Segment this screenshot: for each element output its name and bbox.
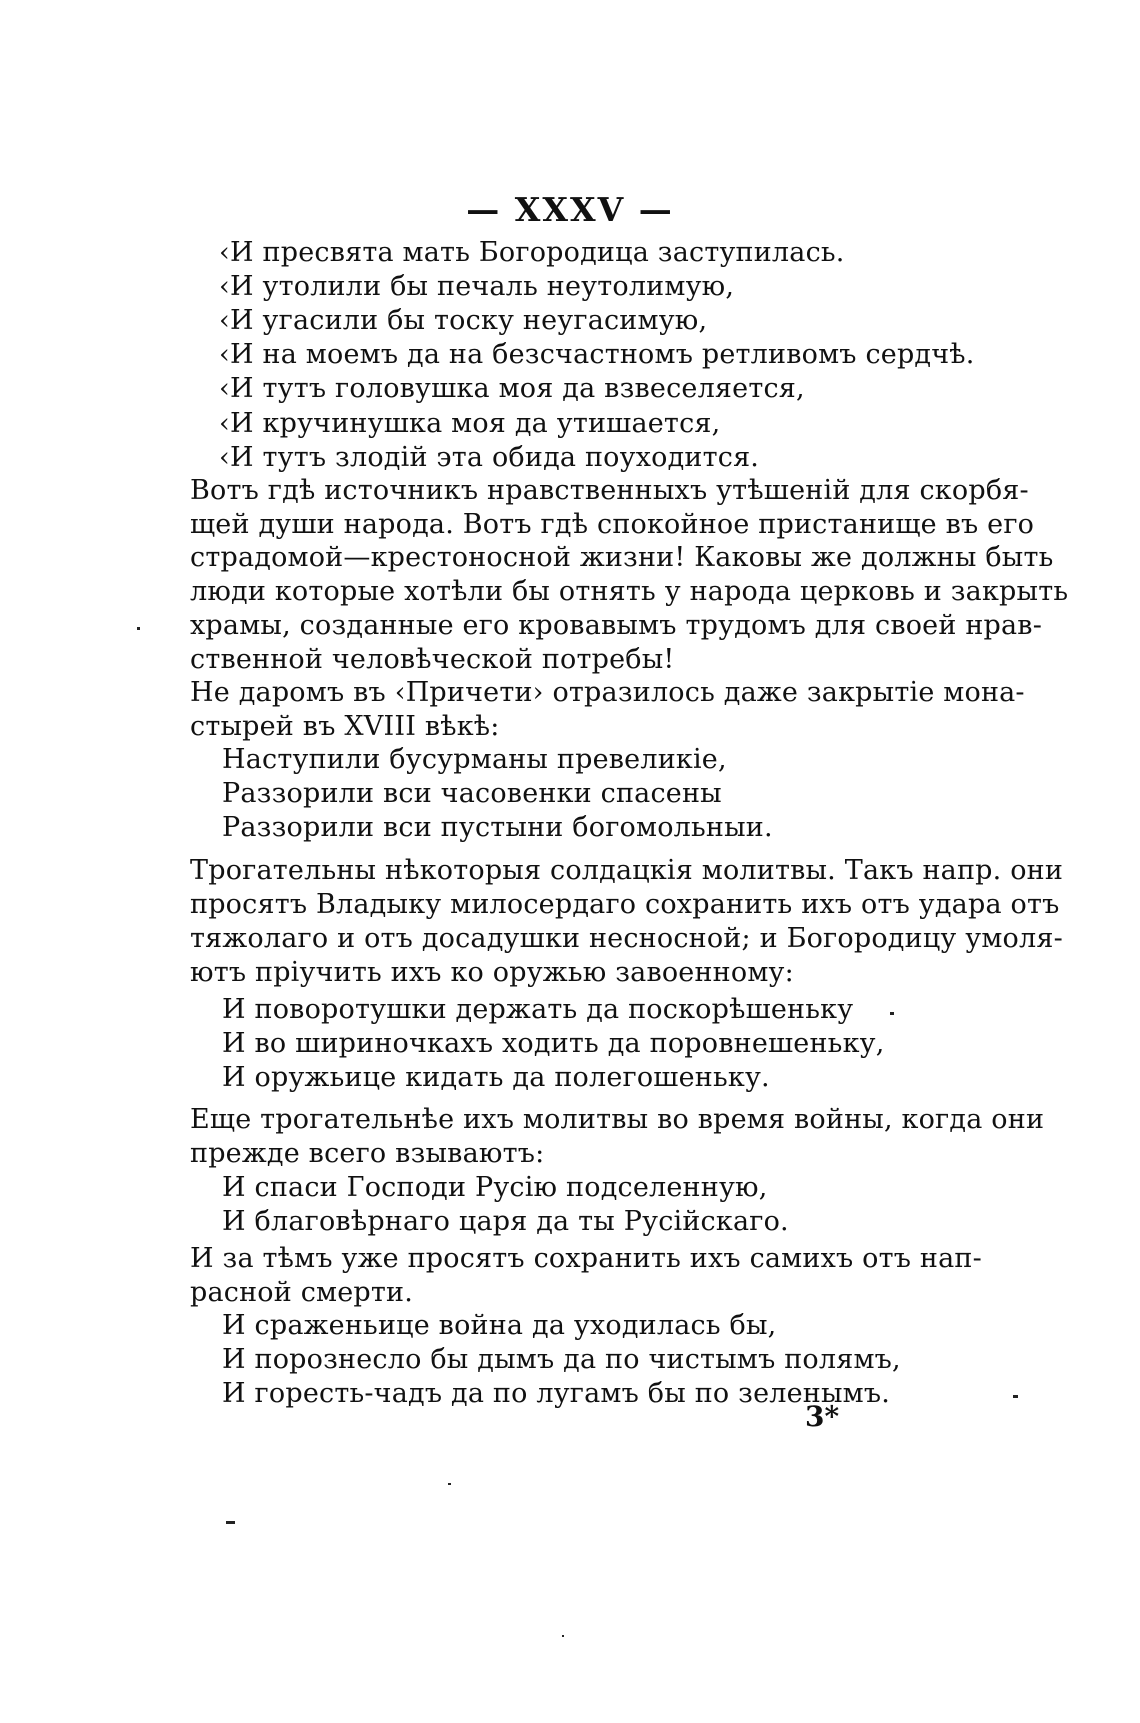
print-speck bbox=[226, 1521, 235, 1524]
text-line: ютъ прiучить ихъ ко оружью завоенному: bbox=[190, 957, 794, 988]
text-line: ственной человѣческой потребы! bbox=[190, 643, 675, 675]
signature-mark: 3* bbox=[805, 1400, 840, 1433]
text-line: тяжолаго и отъ досадушки несносной; и Богородицу умоля- bbox=[190, 923, 1063, 954]
text-line: Наступили бусурманы превеликiе, bbox=[222, 744, 727, 775]
text-line: ‹И утолили бы печаль неутолимую, bbox=[219, 271, 735, 303]
text-line: ‹И кручинушка моя да утишается, bbox=[219, 407, 721, 439]
text-line: Раззорили вси пустыни богомольныи. bbox=[222, 812, 773, 843]
text-line: И благовѣрнаго царя да ты Русiйскаго. bbox=[222, 1206, 789, 1237]
text-line: люди которые хотѣли бы отнять у народа церковь и закрыть bbox=[190, 576, 1069, 608]
text-line: Трогательны нѣкоторыя солдацкiя молитвы. Такъ напр. они bbox=[190, 855, 1064, 886]
page-header-numeral: — XXXV — bbox=[466, 190, 674, 229]
text-line: ‹И угасили бы тоску неугасимую, bbox=[219, 305, 708, 337]
print-speck bbox=[137, 627, 140, 630]
text-line: стырей въ XVIII вѣкѣ: bbox=[190, 711, 500, 742]
print-speck bbox=[1013, 1395, 1018, 1398]
text-line: Еще трогательнѣе ихъ молитвы во время войны, когда они bbox=[190, 1104, 1045, 1135]
text-line: Вотъ гдѣ источникъ нравственныхъ утѣшенiй для скорбя- bbox=[190, 475, 1029, 506]
text-line: И оружьице кидать да полегошеньку. bbox=[222, 1062, 770, 1093]
text-line: прежде всего взываютъ: bbox=[190, 1138, 545, 1169]
print-speck bbox=[890, 1012, 894, 1015]
text-line: И поворотушки держать да поскорѣшеньку bbox=[222, 994, 854, 1025]
text-line: И спаси Господи Русiю подселенную, bbox=[222, 1172, 768, 1203]
text-line: И во шириночкахъ ходить да поровнешеньку, bbox=[222, 1028, 885, 1059]
text-line: И сраженьице война да уходилась бы, bbox=[222, 1310, 777, 1341]
text-line: И горесть-чадъ да по лугамъ бы по зеленымъ. bbox=[222, 1378, 891, 1409]
text-line: И за тѣмъ уже просятъ сохранить ихъ самихъ отъ нап- bbox=[190, 1243, 982, 1274]
text-line: расной смерти. bbox=[190, 1277, 414, 1308]
text-line: ‹И тутъ злодiй эта обида поуходится. bbox=[219, 441, 760, 473]
text-line: ‹И тутъ головушка моя да взвеселяется, bbox=[219, 373, 805, 405]
text-line: щей души народа. Вотъ гдѣ спокойное пристанище въ его bbox=[190, 508, 1035, 540]
text-line: Раззорили вси часовенки спасены bbox=[222, 778, 722, 809]
text-line: Не даромъ въ ‹Причети› отразилось даже закрытiе мона- bbox=[190, 677, 1025, 708]
print-speck bbox=[448, 1483, 451, 1485]
text-line: ‹И на моемъ да на безсчастномъ ретливомъ сердчѣ. bbox=[219, 339, 975, 371]
text-line: страдомой—крестоносной жизни! Каковы же должны быть bbox=[190, 542, 1054, 574]
print-speck bbox=[562, 1635, 564, 1637]
text-line: храмы, созданные его кровавымъ трудомъ для своей нрав- bbox=[190, 609, 1043, 641]
text-line: просятъ Владыку милосердаго сохранить ихъ отъ удара отъ bbox=[190, 889, 1060, 920]
text-line: ‹И пресвята мать Богородица заступилась. bbox=[219, 237, 845, 268]
text-line: И порознесло бы дымъ да по чистымъ полямъ, bbox=[222, 1344, 901, 1375]
